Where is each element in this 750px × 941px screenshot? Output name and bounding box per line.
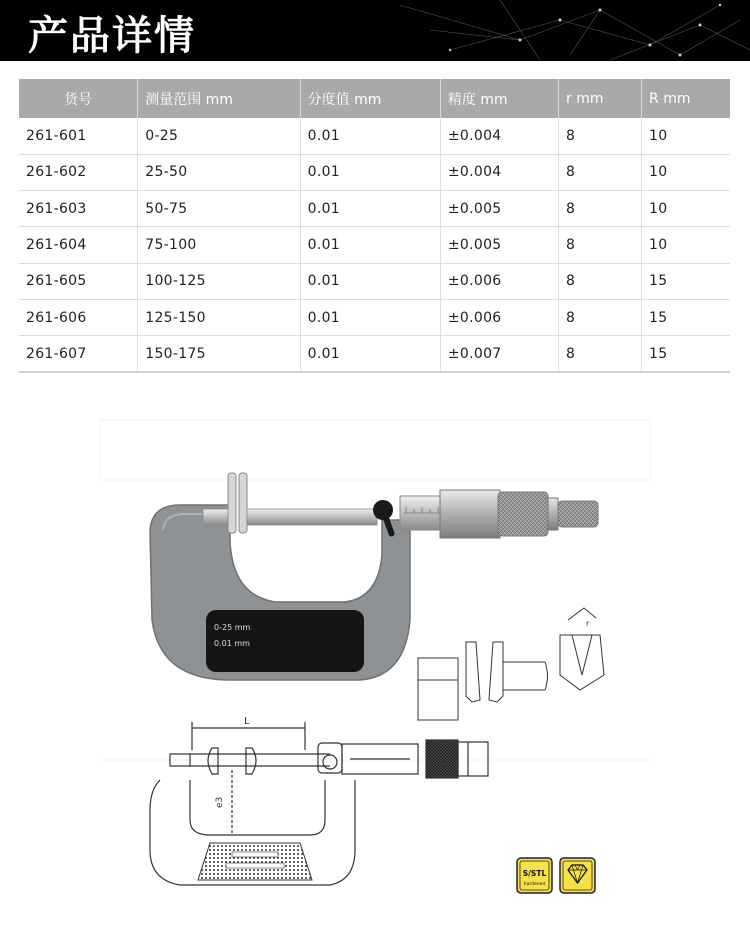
col-header-R: R mm (642, 79, 730, 118)
header-banner (0, 0, 750, 61)
detail-drawing (418, 608, 604, 720)
cell-item-no: 261-602 (19, 154, 138, 190)
col-header-range: 测量范围 mm (138, 79, 300, 118)
cell-r: 8 (559, 154, 642, 190)
cell-resolution: 0.01 (300, 227, 440, 263)
cell-range: 25-50 (138, 154, 300, 190)
cell-accuracy: ±0.004 (440, 118, 558, 154)
table-row (19, 154, 730, 190)
cell-r: 8 (559, 336, 642, 372)
cell-r: 8 (559, 191, 642, 227)
technical-drawing (150, 722, 488, 885)
table-row (19, 118, 730, 154)
cell-accuracy: ±0.005 (440, 227, 558, 263)
cell-R: 10 (642, 191, 730, 227)
spindle-disc (239, 473, 247, 533)
cell-r: 8 (559, 299, 642, 335)
cell-range: 0-25 (138, 118, 300, 154)
cell-accuracy: ±0.006 (440, 263, 558, 299)
micrometer-illustration (0, 380, 750, 941)
cell-item-no: 261-603 (19, 191, 138, 227)
cell-R: 10 (642, 227, 730, 263)
badge-material-text: S/STL (522, 869, 547, 878)
cell-accuracy: ±0.004 (440, 154, 558, 190)
cell-R: 10 (642, 154, 730, 190)
spindle (247, 509, 377, 525)
cell-resolution: 0.01 (300, 336, 440, 372)
spec-table (19, 79, 730, 373)
cell-range: 50-75 (138, 191, 300, 227)
material-badge (517, 858, 552, 893)
cell-r: 8 (559, 118, 642, 154)
label-range: 0-25 mm (214, 623, 251, 632)
cell-item-no: 261-604 (19, 227, 138, 263)
cell-range: 150-175 (138, 336, 300, 372)
thimble (440, 490, 500, 538)
col-header-resolution: 分度值 mm (300, 79, 440, 118)
thimble-knurl (498, 492, 548, 536)
cell-resolution: 0.01 (300, 191, 440, 227)
cell-R: 15 (642, 336, 730, 372)
table-row (19, 263, 730, 299)
ratchet (558, 501, 598, 527)
table-header-row (19, 79, 730, 118)
cell-resolution: 0.01 (300, 118, 440, 154)
cell-R: 15 (642, 299, 730, 335)
cell-item-no: 261-606 (19, 299, 138, 335)
drawing-label-plate (198, 843, 312, 880)
cell-resolution: 0.01 (300, 154, 440, 190)
table-row (19, 191, 730, 227)
anvil-disc (228, 473, 236, 533)
dimension-length-label: L (244, 716, 250, 727)
label-resolution: 0.01 mm (214, 639, 250, 648)
cell-item-no: 261-601 (19, 118, 138, 154)
col-header-accuracy: 精度 mm (440, 79, 558, 118)
svg-text:r: r (586, 619, 590, 628)
col-header-item-no: 货号 (19, 79, 138, 118)
cell-accuracy: ±0.005 (440, 191, 558, 227)
badge-material-subtext: hardened (523, 882, 546, 887)
diamond-icon (560, 858, 595, 893)
cell-item-no: 261-605 (19, 263, 138, 299)
product-figure (0, 380, 750, 941)
table-row (19, 336, 730, 372)
cell-r: 8 (559, 263, 642, 299)
cell-range: 75-100 (138, 227, 300, 263)
cell-accuracy: ±0.007 (440, 336, 558, 372)
cell-accuracy: ±0.006 (440, 299, 558, 335)
table-row (19, 227, 730, 263)
page-title: 产品详情 (28, 13, 196, 59)
cell-item-no: 261-607 (19, 336, 138, 372)
cell-R: 15 (642, 263, 730, 299)
cell-R: 10 (642, 118, 730, 154)
dimension-depth-label: e3 (215, 796, 225, 808)
col-header-r: r mm (559, 79, 642, 118)
cell-r: 8 (559, 227, 642, 263)
cell-resolution: 0.01 (300, 263, 440, 299)
table-row (19, 299, 730, 335)
cell-range: 125-150 (138, 299, 300, 335)
cell-range: 100-125 (138, 263, 300, 299)
cell-resolution: 0.01 (300, 299, 440, 335)
